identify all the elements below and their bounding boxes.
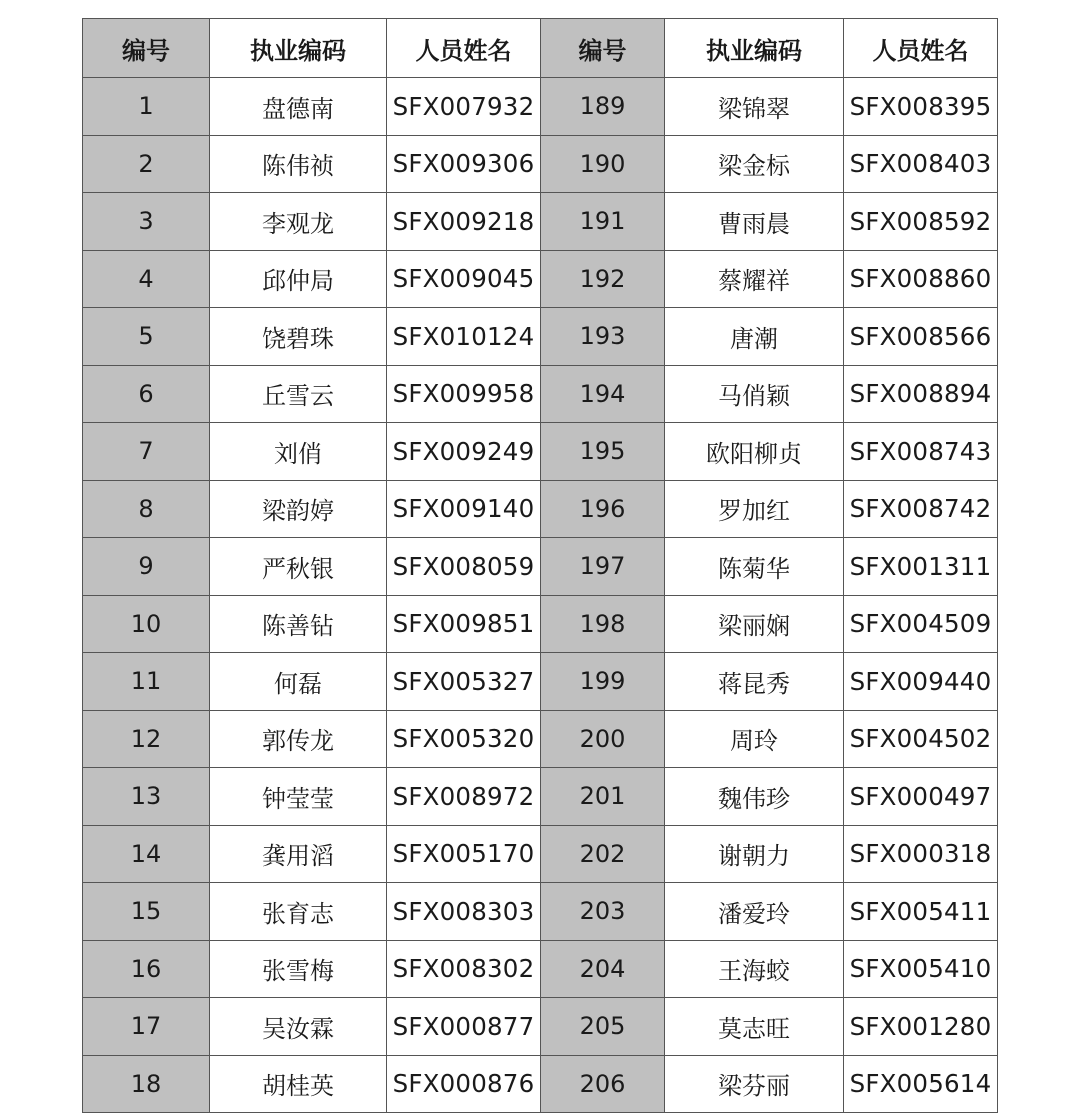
row-code-right: 潘爱玲 <box>665 883 844 941</box>
row-number-right: 191 <box>541 193 665 251</box>
table-row <box>83 1055 998 1113</box>
table-row <box>83 940 998 998</box>
row-name-left: SFX009851 <box>387 595 541 653</box>
table-row <box>83 308 998 366</box>
row-number-left: 16 <box>83 940 210 998</box>
row-code-right: 唐潮 <box>665 308 844 366</box>
row-name-left: SFX009306 <box>387 135 541 193</box>
row-number-left: 18 <box>83 1055 210 1113</box>
row-code-left: 张雪梅 <box>210 940 387 998</box>
row-name-left: SFX010124 <box>387 308 541 366</box>
row-code-left: 何磊 <box>210 653 387 711</box>
row-code-right: 梁芬丽 <box>665 1055 844 1113</box>
row-name-left: SFX009958 <box>387 365 541 423</box>
row-code-left: 刘俏 <box>210 423 387 481</box>
row-name-right: SFX005411 <box>844 883 998 941</box>
row-number-left: 7 <box>83 423 210 481</box>
row-code-right: 陈菊华 <box>665 538 844 596</box>
row-number-right: 202 <box>541 825 665 883</box>
row-code-left: 龚用滔 <box>210 825 387 883</box>
header-number-right: 编号 <box>541 19 665 78</box>
row-name-left: SFX009045 <box>387 250 541 308</box>
roster-body <box>83 78 998 1113</box>
table-row <box>83 653 998 711</box>
row-number-right: 190 <box>541 135 665 193</box>
row-code-left: 胡桂英 <box>210 1055 387 1113</box>
row-number-left: 5 <box>83 308 210 366</box>
row-number-right: 196 <box>541 480 665 538</box>
row-number-right: 195 <box>541 423 665 481</box>
row-name-left: SFX008972 <box>387 768 541 826</box>
row-name-left: SFX005320 <box>387 710 541 768</box>
row-number-left: 12 <box>83 710 210 768</box>
row-code-left: 陈善钻 <box>210 595 387 653</box>
row-number-left: 14 <box>83 825 210 883</box>
row-name-right: SFX005614 <box>844 1055 998 1113</box>
row-code-left: 张育志 <box>210 883 387 941</box>
row-name-right: SFX004502 <box>844 710 998 768</box>
row-code-right: 马俏颖 <box>665 365 844 423</box>
row-code-right: 梁金标 <box>665 135 844 193</box>
row-code-right: 王海蛟 <box>665 940 844 998</box>
row-code-right: 蒋昆秀 <box>665 653 844 711</box>
row-name-left: SFX009140 <box>387 480 541 538</box>
row-name-left: SFX009249 <box>387 423 541 481</box>
row-code-left: 饶碧珠 <box>210 308 387 366</box>
row-code-left: 严秋银 <box>210 538 387 596</box>
header-code-right: 执业编码 <box>665 19 844 78</box>
row-name-left: SFX007932 <box>387 78 541 136</box>
table-row <box>83 595 998 653</box>
row-name-left: SFX008059 <box>387 538 541 596</box>
row-code-left: 陈伟祯 <box>210 135 387 193</box>
row-name-right: SFX001311 <box>844 538 998 596</box>
row-number-left: 4 <box>83 250 210 308</box>
row-code-left: 邱仲局 <box>210 250 387 308</box>
table-row <box>83 998 998 1056</box>
row-code-left: 盘德南 <box>210 78 387 136</box>
row-code-left: 李观龙 <box>210 193 387 251</box>
table-row <box>83 768 998 826</box>
roster-table <box>82 18 998 1113</box>
table-row <box>83 193 998 251</box>
row-code-right: 罗加红 <box>665 480 844 538</box>
table-row <box>83 423 998 481</box>
row-name-right: SFX008743 <box>844 423 998 481</box>
header-code-left: 执业编码 <box>210 19 387 78</box>
row-number-right: 206 <box>541 1055 665 1113</box>
row-code-right: 谢朝力 <box>665 825 844 883</box>
row-number-right: 189 <box>541 78 665 136</box>
row-name-right: SFX000318 <box>844 825 998 883</box>
table-row <box>83 250 998 308</box>
row-name-right: SFX008395 <box>844 78 998 136</box>
row-number-right: 200 <box>541 710 665 768</box>
header-number-left: 编号 <box>83 19 210 78</box>
row-code-left: 丘雪云 <box>210 365 387 423</box>
row-name-left: SFX005170 <box>387 825 541 883</box>
table-row <box>83 135 998 193</box>
row-name-right: SFX008860 <box>844 250 998 308</box>
row-number-right: 201 <box>541 768 665 826</box>
row-number-left: 13 <box>83 768 210 826</box>
row-number-right: 205 <box>541 998 665 1056</box>
row-number-left: 15 <box>83 883 210 941</box>
row-number-right: 192 <box>541 250 665 308</box>
row-name-right: SFX008592 <box>844 193 998 251</box>
row-name-right: SFX008566 <box>844 308 998 366</box>
table-row <box>83 480 998 538</box>
row-number-left: 2 <box>83 135 210 193</box>
row-number-left: 17 <box>83 998 210 1056</box>
row-number-right: 197 <box>541 538 665 596</box>
table-row <box>83 825 998 883</box>
row-number-right: 199 <box>541 653 665 711</box>
row-name-left: SFX000877 <box>387 998 541 1056</box>
row-name-right: SFX001280 <box>844 998 998 1056</box>
row-name-right: SFX004509 <box>844 595 998 653</box>
row-name-right: SFX008894 <box>844 365 998 423</box>
row-number-left: 10 <box>83 595 210 653</box>
row-code-right: 梁丽娴 <box>665 595 844 653</box>
table-row <box>83 710 998 768</box>
header-name-right: 人员姓名 <box>844 19 998 78</box>
row-name-left: SFX009218 <box>387 193 541 251</box>
row-name-left: SFX008303 <box>387 883 541 941</box>
row-code-right: 蔡耀祥 <box>665 250 844 308</box>
row-number-left: 3 <box>83 193 210 251</box>
row-number-left: 6 <box>83 365 210 423</box>
row-number-right: 194 <box>541 365 665 423</box>
row-number-right: 198 <box>541 595 665 653</box>
row-name-left: SFX000876 <box>387 1055 541 1113</box>
row-code-left: 梁韵婷 <box>210 480 387 538</box>
row-name-left: SFX008302 <box>387 940 541 998</box>
row-number-right: 204 <box>541 940 665 998</box>
row-code-right: 梁锦翠 <box>665 78 844 136</box>
row-code-left: 钟莹莹 <box>210 768 387 826</box>
row-name-left: SFX005327 <box>387 653 541 711</box>
row-number-left: 9 <box>83 538 210 596</box>
table-row <box>83 78 998 136</box>
table-row <box>83 365 998 423</box>
row-code-right: 莫志旺 <box>665 998 844 1056</box>
row-code-right: 周玲 <box>665 710 844 768</box>
row-number-left: 8 <box>83 480 210 538</box>
row-name-right: SFX008742 <box>844 480 998 538</box>
row-name-right: SFX009440 <box>844 653 998 711</box>
row-number-left: 11 <box>83 653 210 711</box>
header-name-left: 人员姓名 <box>387 19 541 78</box>
row-code-right: 曹雨晨 <box>665 193 844 251</box>
header-row <box>83 19 998 78</box>
row-name-right: SFX000497 <box>844 768 998 826</box>
row-code-right: 欧阳柳贞 <box>665 423 844 481</box>
table-row <box>83 883 998 941</box>
row-number-left: 1 <box>83 78 210 136</box>
row-code-left: 吴汝霖 <box>210 998 387 1056</box>
row-name-right: SFX008403 <box>844 135 998 193</box>
row-code-right: 魏伟珍 <box>665 768 844 826</box>
row-code-left: 郭传龙 <box>210 710 387 768</box>
row-number-right: 193 <box>541 308 665 366</box>
table-row <box>83 538 998 596</box>
row-number-right: 203 <box>541 883 665 941</box>
row-name-right: SFX005410 <box>844 940 998 998</box>
